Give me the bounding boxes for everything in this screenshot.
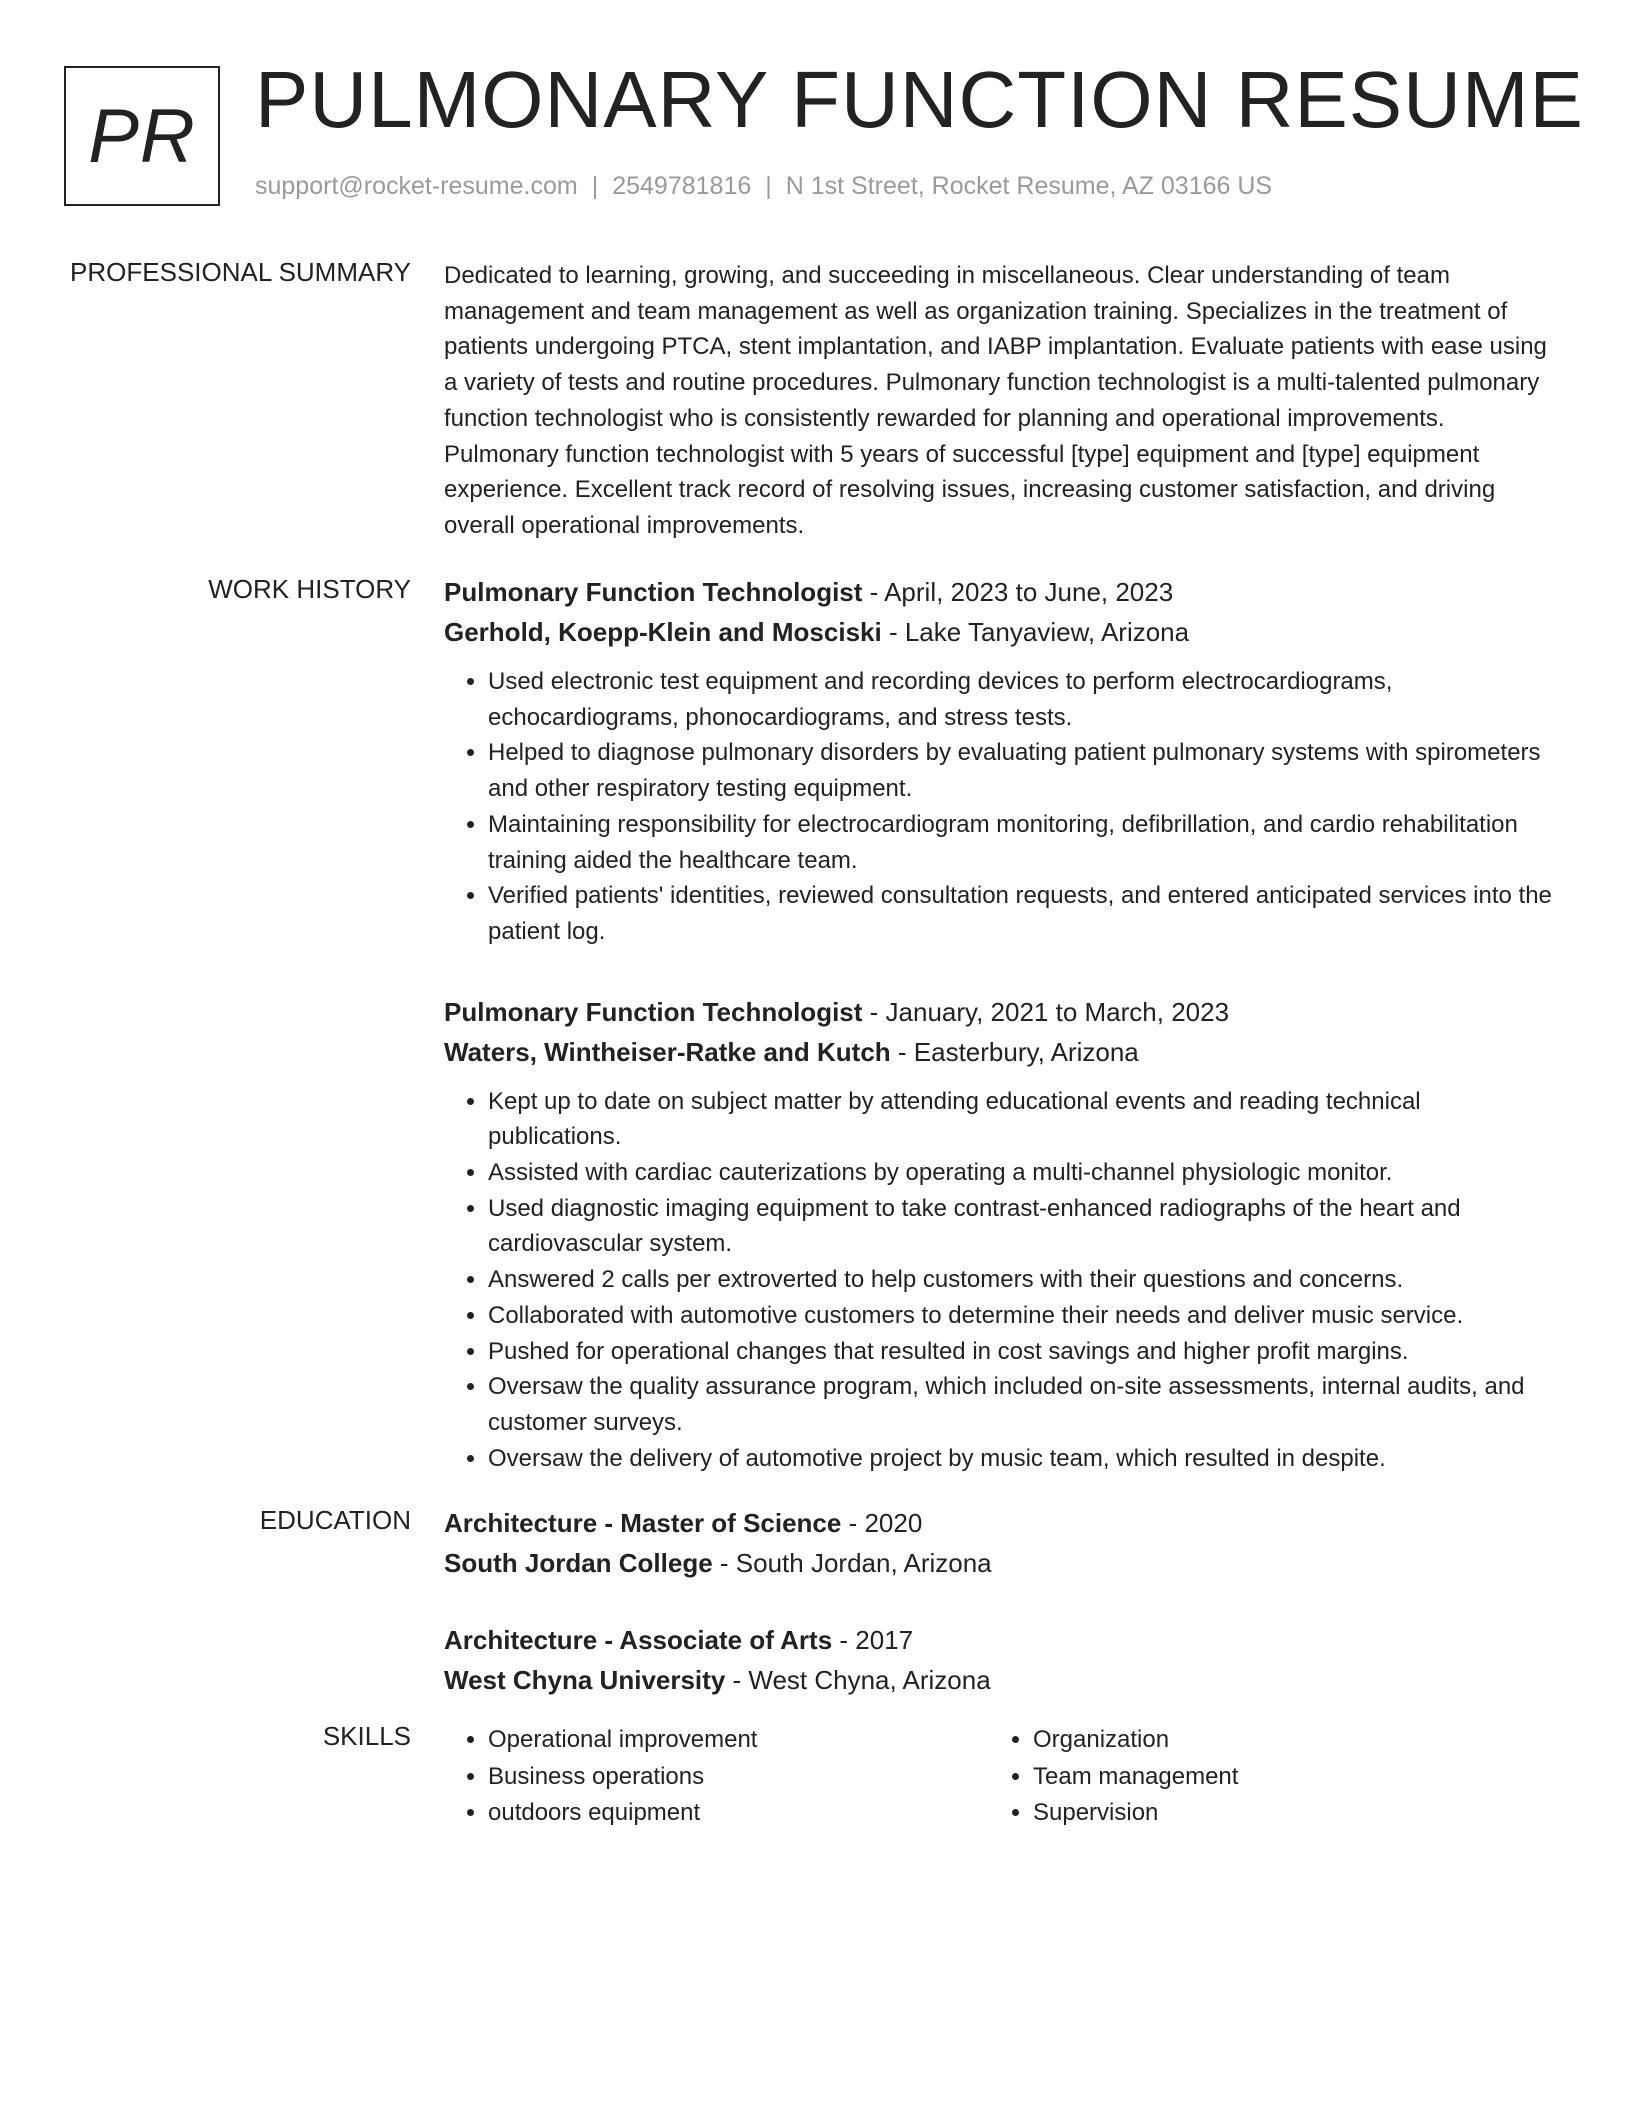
education-school-line [444, 1660, 1554, 1700]
job-bullet: • Helped to diagnose pulmonary disorders by evaluating patient pulmonary systems with spirometers and other respiratory testing equipment. [488, 735, 1554, 806]
summary-text: Dedicated to learning, growing, and succeeding in miscellaneous. Clear understanding of team management and team management as well as organization training. Specializes in the treatment of patients undergoing PTCA, stent implantation, and IABP implantation. Evaluate patients with ease using a variety of tests and routine procedures. Pulmonary function technologist is a multi-talented pulmonary function technologist who is consistently rewarded for planning and operational improvements. Pulmonary function technologist with 5 years of successful [type] equipment and [type] equipment experience. Excellent track record of resolving issues, increasing customer satisfaction, and driving overall operational improvements. [444, 262, 1547, 539]
skill-item: • outdoors equipment [488, 1795, 989, 1832]
job-bullet: • Kept up to date on subject matter by attending educational events and reading technical publications. [488, 1084, 1554, 1155]
education-location: - West Chyna, Arizona [725, 1665, 991, 1695]
contact-line [255, 172, 1272, 201]
job-bullet: • Oversaw the delivery of automotive project by music team, which resulted in despite. [488, 1441, 1554, 1477]
job-heading [444, 572, 1554, 612]
job-bullet: • Collaborated with automotive customers to determine their needs and deliver music service. [488, 1298, 1554, 1334]
job-heading [444, 992, 1554, 1032]
section-label-work-history: WORK HISTORY [208, 574, 411, 604]
contact-separator: | [591, 172, 599, 200]
job-bullet: • Assisted with cardiac cauterizations by operating a multi-channel physiologic monitor. [488, 1155, 1554, 1191]
education-entry [444, 1620, 1554, 1700]
job-dates: - January, 2021 to March, 2023 [862, 996, 1230, 1027]
job-employer [444, 1032, 1554, 1072]
skill-item: • Business operations [488, 1759, 989, 1796]
education-degree: Architecture - Associate of Arts [444, 1625, 833, 1655]
resume-title: PULMONARY FUNCTION RESUME [255, 55, 1584, 144]
education-location: - South Jordan, Arizona [712, 1548, 992, 1578]
job-bullet: • Answered 2 calls per extroverted to help customers with their questions and concerns. [488, 1262, 1554, 1298]
skills-column-right [989, 1722, 1534, 1832]
skill-item: • Team management [1033, 1759, 1534, 1796]
job-bullet: • Pushed for operational changes that resulted in cost savings and higher profit margins. [488, 1334, 1554, 1370]
contact-email[interactable]: support@rocket-resume.com [255, 172, 578, 200]
jobs-list [444, 572, 1554, 1476]
job-bullets [444, 664, 1554, 950]
section-label-skills: SKILLS [322, 1721, 411, 1751]
job-bullet: • Oversaw the quality assurance program, which included on-site assessments, internal audits, and customer surveys. [488, 1369, 1554, 1440]
contact-phone[interactable]: 2549781816 [612, 172, 752, 200]
education-heading [444, 1503, 1554, 1543]
education-school: South Jordan College [444, 1548, 713, 1578]
job-entry [444, 572, 1554, 950]
education-school: West Chyna University [444, 1665, 726, 1695]
job-company: Gerhold, Koepp-Klein and Mosciski [444, 617, 882, 647]
skill-item: • Operational improvement [488, 1722, 989, 1759]
job-bullet: • Used electronic test equipment and recording devices to perform electrocardiograms, echocardiograms, phonocardiograms, and stress tests. [488, 664, 1554, 735]
job-entry [444, 992, 1554, 1477]
education-year: - 2017 [832, 1625, 914, 1655]
job-dates: - April, 2023 to June, 2023 [862, 577, 1174, 607]
job-title: Pulmonary Function Technologist [444, 996, 863, 1027]
education-list [444, 1503, 1554, 1700]
section-label-summary: PROFESSIONAL SUMMARY [70, 257, 411, 287]
contact-separator: | [765, 172, 772, 200]
contact-address: N 1st Street, Rocket Resume, AZ 03166 US [785, 172, 1273, 200]
job-company: Waters, Wintheiser-Ratke and Kutch [444, 1036, 891, 1067]
job-employer [444, 612, 1554, 652]
job-title: Pulmonary Function Technologist [444, 577, 863, 607]
job-bullets [444, 1084, 1554, 1477]
skills-columns [444, 1722, 1554, 1832]
monogram-logo: PR [64, 66, 220, 206]
section-label-education: EDUCATION [259, 1505, 411, 1535]
education-heading [444, 1620, 1554, 1660]
education-year: - 2020 [841, 1508, 923, 1538]
job-location: - Lake Tanyaview, Arizona [881, 617, 1190, 647]
job-bullet: • Used diagnostic imaging equipment to take contrast-enhanced radiographs of the heart and cardiovascular system. [488, 1191, 1554, 1262]
education-school-line [444, 1543, 1554, 1583]
skill-item: • Organization [1033, 1722, 1534, 1759]
education-entry [444, 1503, 1554, 1583]
education-degree: Architecture - Master of Science [444, 1508, 842, 1538]
job-bullet: • Maintaining responsibility for electrocardiogram monitoring, defibrillation, and cardio rehabilitation training aided the healthcare team. [488, 807, 1554, 878]
skills-column-left [444, 1722, 989, 1832]
job-location: - Easterbury, Arizona [890, 1036, 1139, 1067]
skill-item: • Supervision [1033, 1795, 1534, 1832]
job-bullet: • Verified patients' identities, reviewed consultation requests, and entered anticipated services into the patient log. [488, 878, 1554, 949]
